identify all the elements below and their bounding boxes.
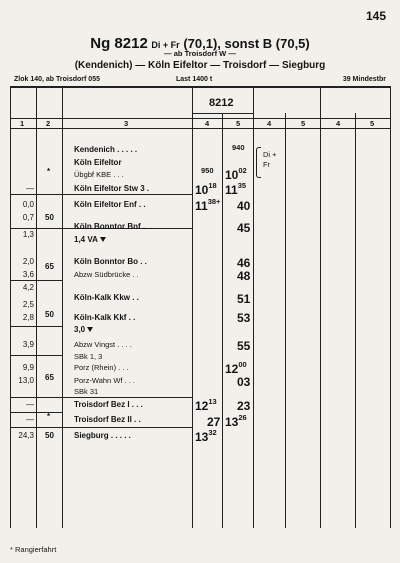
time-hour: 9 [201, 166, 206, 175]
departure-time [225, 413, 247, 431]
station-name: Köln Eifeltor [74, 158, 122, 167]
km-cell: 2,5 [22, 300, 34, 309]
time-minute: 51 [237, 292, 251, 306]
time-minute: 50 [205, 166, 214, 175]
col-number: 1 [20, 119, 25, 128]
station-name: Porz (Rhein) . . . [74, 363, 129, 372]
station-name: Köln Bonntor Bo . . [74, 257, 147, 266]
time-minute: 40 [237, 199, 251, 213]
meta-left: Zlok 140, ab Troisdorf 055 [14, 76, 100, 83]
station-name: Abzw Südbrücke . . [74, 270, 139, 279]
time-minute: 03 [237, 375, 251, 389]
time-hour: 10 [225, 168, 239, 182]
col-number: 4 [267, 119, 272, 128]
col-number: 5 [236, 119, 241, 128]
station-detail [74, 325, 93, 334]
speed-cell: 65 [45, 373, 54, 382]
km-cell: — [26, 184, 34, 193]
time-minute: 38+ [207, 197, 221, 206]
departure-time [237, 197, 250, 215]
departure-time [237, 219, 250, 237]
col-number: 4 [205, 119, 210, 128]
station-name: Köln-Kalk Kkw . . [74, 293, 139, 302]
shunting-mark: * [47, 167, 51, 176]
time-minute: 46 [237, 256, 251, 270]
triangle-icon [87, 327, 93, 332]
departure-time [237, 373, 250, 391]
km-cell: — [26, 400, 34, 409]
colnum-bottom-border [10, 128, 390, 129]
station-divider [62, 427, 192, 428]
train-days: Di + Fr [151, 40, 180, 50]
station-detail-text: 1,4 VA [74, 235, 98, 244]
time-minute: 48 [237, 269, 251, 283]
time-minute: 18 [208, 181, 217, 190]
time-minute: 55 [237, 339, 251, 353]
time-hour: 11 [225, 183, 238, 197]
col-number: 5 [301, 119, 306, 128]
station-name: Köln Eifeltor Enf . . [74, 200, 146, 209]
station-name: Köln-Kalk Kkf . . [74, 313, 136, 322]
km-cell: 13,0 [18, 376, 34, 385]
days-brace [256, 147, 261, 178]
time-hour: 9 [232, 143, 237, 152]
station-name: Troisdorf Bez I . . . [74, 400, 143, 409]
station-name: Köln Bonntor Bnf . [74, 222, 146, 231]
arrival-time [195, 197, 220, 215]
station-divider [62, 194, 192, 195]
station-detail-text: 3,0 [74, 325, 86, 334]
station-name: Siegburg . . . . . [74, 431, 131, 440]
time-hour: 13 [195, 430, 209, 444]
colnum-top-border [10, 118, 390, 119]
departure-time [237, 309, 250, 327]
col-border [36, 86, 37, 528]
days-note: Di + Fr [263, 150, 277, 169]
km-cell: 4,2 [22, 283, 34, 292]
col-border [62, 86, 63, 528]
time-minute: 53 [237, 311, 251, 325]
time-hour: 12 [225, 362, 239, 376]
station-detail [74, 235, 106, 244]
km-cell: 3,9 [22, 340, 34, 349]
time-minute: 13 [208, 397, 217, 406]
time-hour: 10 [195, 183, 209, 197]
col-border [222, 113, 223, 528]
col-number: 2 [46, 119, 51, 128]
subtitle: — ab Troisdorf W — [164, 49, 236, 58]
triangle-icon [100, 237, 106, 242]
train-speed: (70,1), sonst B (70,5) [183, 36, 310, 51]
station-divider [62, 397, 192, 398]
col-border [320, 86, 321, 528]
route-line: (Kendenich) — Köln Eifeltor — Troisdorf — Siegburg [74, 60, 326, 71]
departure-time [232, 143, 245, 161]
time-minute: 45 [237, 221, 251, 235]
footnote: * Rangierfahrt [10, 545, 57, 554]
departure-time [237, 267, 250, 285]
time-minute: 27 [207, 415, 221, 429]
km-cell: 9,9 [22, 363, 34, 372]
time-hour: 13 [225, 415, 239, 429]
km-cell: 0,7 [22, 213, 34, 222]
time-minute: 00 [238, 360, 247, 369]
page-number: 145 [365, 9, 386, 23]
departure-time [237, 337, 250, 355]
col-number: 5 [370, 119, 375, 128]
station-name: Köln Eifeltor Stw 3 . [74, 184, 150, 193]
meta-middle: Last 1400 t [176, 76, 213, 83]
km-cell: 2,0 [22, 257, 34, 266]
km-cell: 24,3 [18, 431, 34, 440]
meta-right: 39 Mindestbr [342, 76, 386, 83]
table-top-border [10, 86, 390, 88]
col-border [10, 86, 11, 528]
station-name: Kendenich . . . . . [74, 145, 138, 154]
speed-cell: 65 [45, 262, 54, 271]
time-minute: 40 [236, 143, 245, 152]
km-cell: 1,3 [22, 230, 34, 239]
speed-cell: 50 [45, 431, 54, 440]
time-hour: 11 [195, 199, 208, 213]
station-detail: SBk 31 [74, 387, 99, 396]
speed-cell: 50 [45, 310, 54, 319]
time-hour: 12 [195, 399, 209, 413]
km-cell: 2,8 [22, 313, 34, 322]
time-minute: 23 [237, 399, 251, 413]
km-cell: 0,0 [22, 200, 34, 209]
col-number: 4 [336, 119, 341, 128]
departure-time [237, 290, 250, 308]
time-minute: 26 [238, 413, 247, 422]
speed-cell: 50 [45, 213, 54, 222]
km-cell: 3,6 [22, 270, 34, 279]
col-border [355, 113, 356, 528]
time-minute: 02 [238, 166, 247, 175]
col-border [390, 86, 391, 528]
time-minute: 32 [208, 428, 217, 437]
station-name: Troisdorf Bez II . . [74, 415, 141, 424]
station-detail: SBk 1, 3 [74, 352, 103, 361]
arrival-time [195, 428, 217, 446]
station-detail: Übgbf KBE . . . [74, 170, 124, 179]
col-border [253, 86, 254, 528]
km-cell: — [26, 415, 34, 424]
col-border [285, 113, 286, 528]
train-number: Ng 8212 [90, 35, 148, 52]
train-column-header: 8212 [209, 97, 234, 109]
col-border [192, 86, 193, 528]
time-minute: 35 [237, 181, 247, 190]
station-name: Porz-Wahn Wf . . . [74, 376, 135, 385]
shunting-mark: * [47, 412, 51, 421]
station-name: Abzw Vingst . . . . [74, 340, 132, 349]
col-number: 3 [124, 119, 129, 128]
